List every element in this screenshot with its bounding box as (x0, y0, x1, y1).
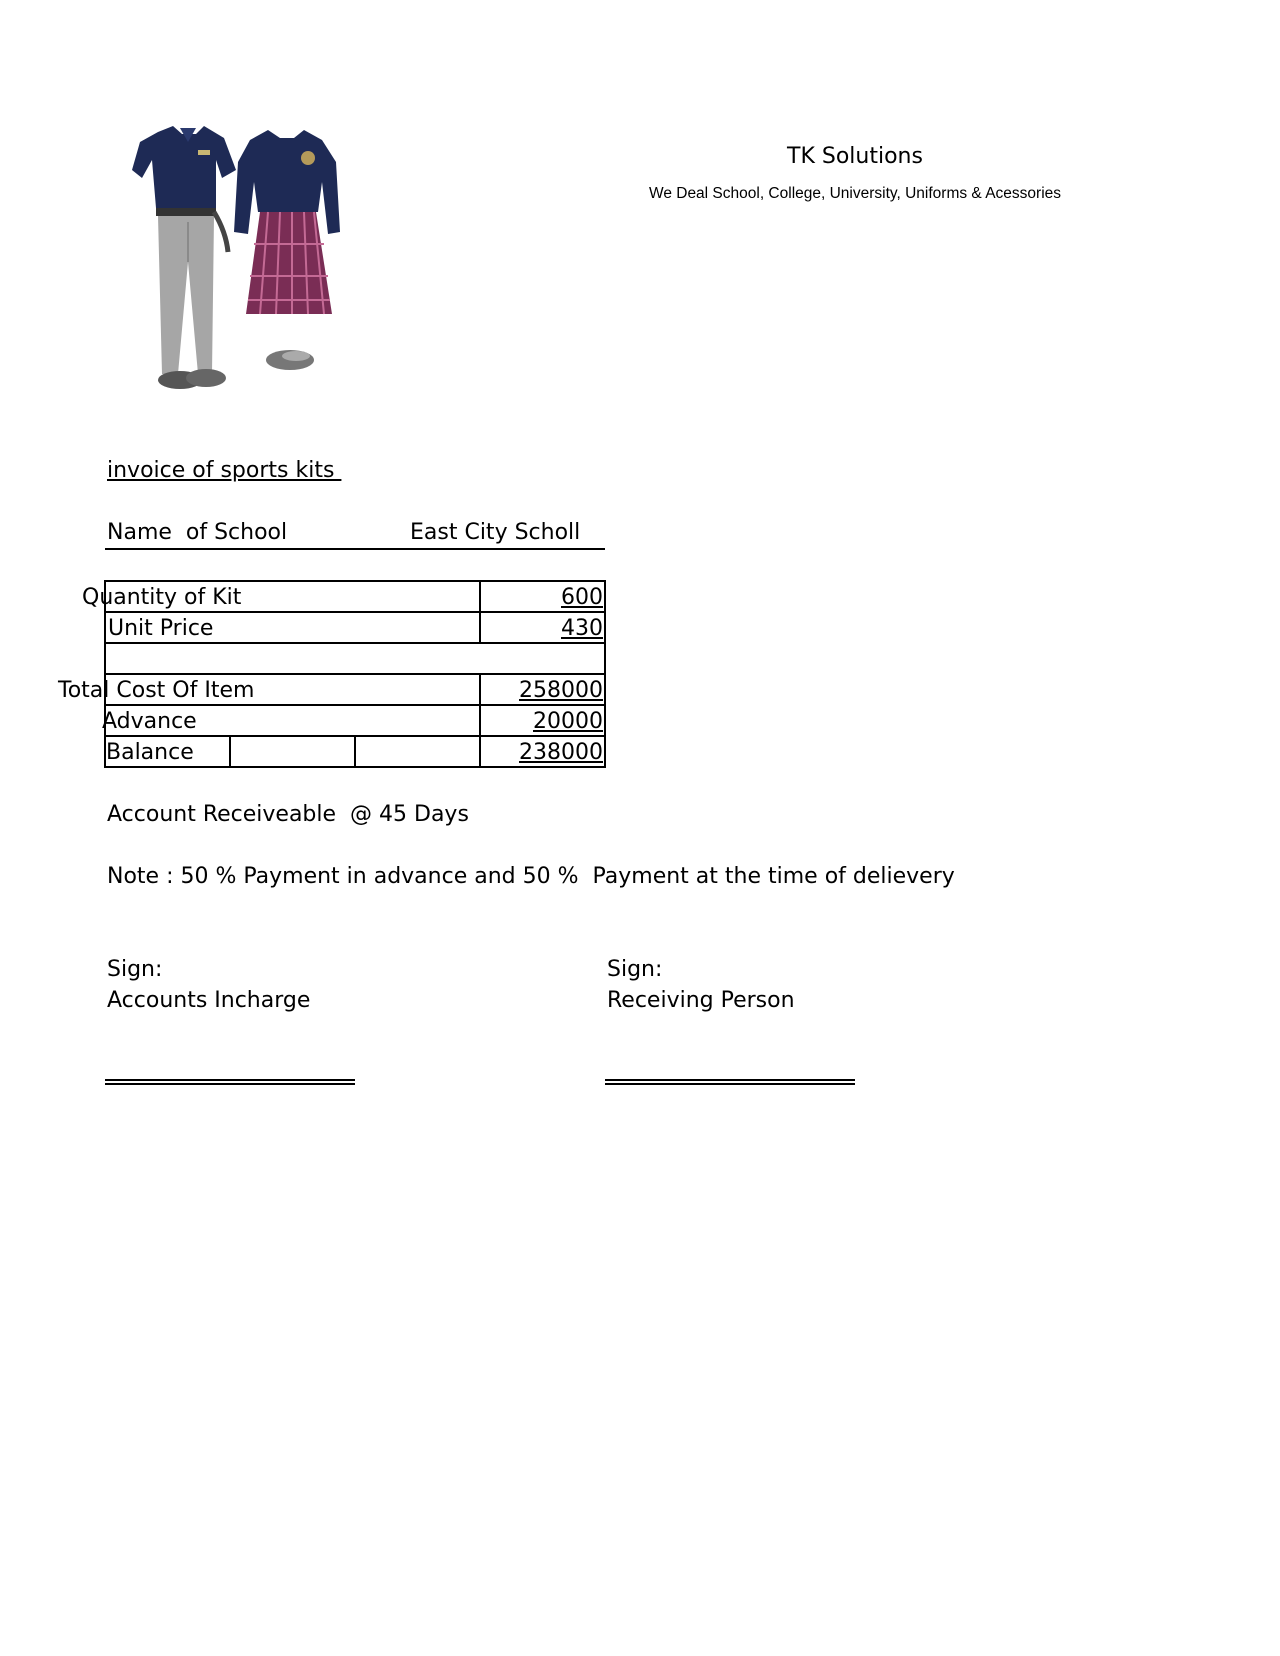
receiving-person-label: Receiving Person (607, 988, 795, 1013)
invoice-calculation-table (58, 580, 606, 768)
quantity-value: 600 (561, 585, 603, 610)
balance-cell-divider (229, 737, 231, 768)
account-receivable-terms: Account Receiveable @ 45 Days (107, 802, 469, 827)
accounts-incharge-label: Accounts Incharge (107, 988, 311, 1013)
left-signature-line (105, 1079, 355, 1085)
school-name-value: East City Scholl (410, 520, 581, 545)
invoice-title: invoice of sports kits (107, 458, 342, 483)
company-name: TK Solutions (787, 144, 923, 169)
quantity-row (82, 582, 604, 613)
unit-price-value: 430 (561, 616, 603, 641)
left-sign-label: Sign: (107, 957, 163, 982)
empty-row (106, 644, 604, 675)
balance-value: 238000 (519, 740, 603, 765)
school-uniform-image (118, 112, 383, 412)
advance-label: Advance (102, 709, 197, 734)
advance-row (102, 706, 604, 737)
value-column-divider (479, 582, 481, 644)
payment-note: Note : 50 % Payment in advance and 50 % Payment at the time of delievery (107, 864, 955, 889)
company-tagline: We Deal School, College, University, Uniforms & Acessories (648, 185, 1062, 202)
balance-cell-divider (354, 737, 356, 768)
value-column-divider (479, 675, 481, 766)
unit-price-row (106, 613, 604, 644)
advance-value: 20000 (533, 709, 603, 734)
balance-row (106, 737, 604, 768)
total-cost-value: 258000 (519, 678, 603, 703)
school-name-label: Name of School (107, 520, 288, 545)
balance-label: Balance (106, 740, 194, 765)
quantity-label: Quantity of Kit (82, 585, 242, 610)
total-cost-label: Total Cost Of Item (58, 678, 255, 703)
school-name-underline (105, 548, 605, 550)
total-cost-row (58, 675, 604, 706)
right-signature-line (605, 1079, 855, 1085)
unit-price-label: Unit Price (108, 616, 214, 641)
right-sign-label: Sign: (607, 957, 663, 982)
